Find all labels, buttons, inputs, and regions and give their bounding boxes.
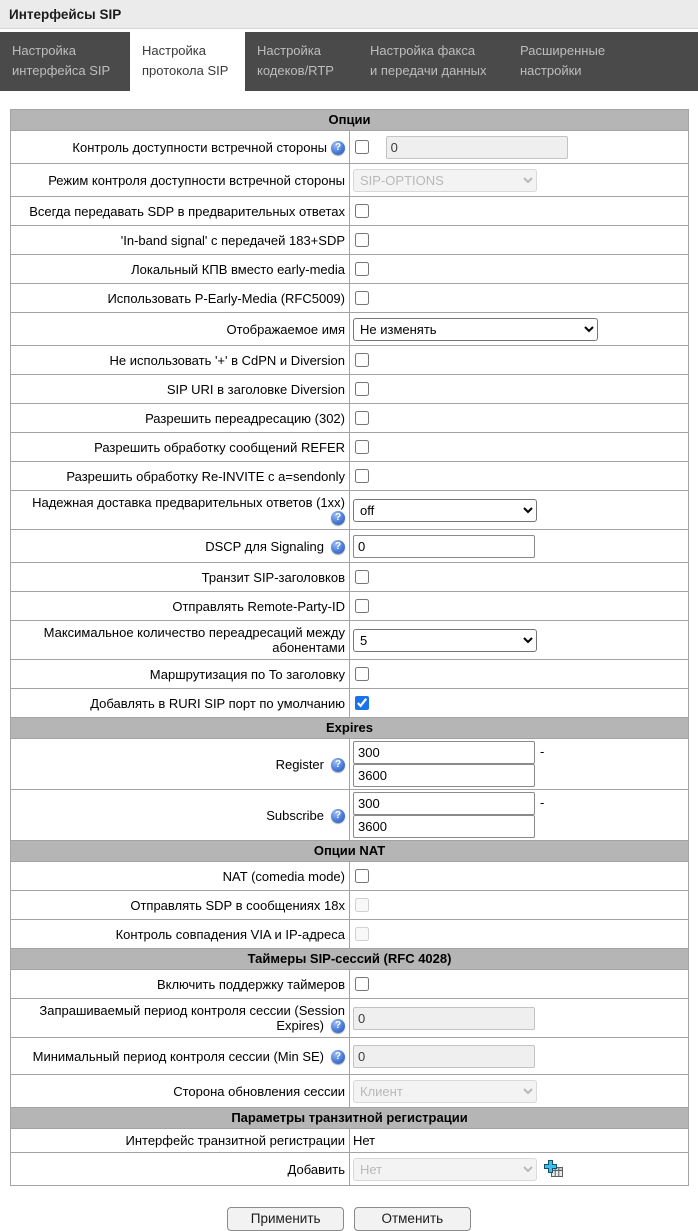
table-row [11,891,689,920]
table-row [11,346,689,375]
table-row [11,862,689,891]
help-icon[interactable]: ? [331,1050,345,1064]
allow-refer-checkbox[interactable] [355,440,369,454]
availability-control-mode-select[interactable] [353,169,537,192]
cancel-button[interactable]: Отменить [354,1207,471,1231]
row-label: Интерфейс транзитной регистрации [11,1129,350,1153]
help-icon[interactable]: ? [331,1019,345,1033]
table-row [11,530,689,563]
page-title: Интерфейсы SIP [0,0,698,29]
row-label: NAT (comedia mode) [11,862,350,891]
subscribe-expires-min-input[interactable] [353,792,535,815]
display-name-select[interactable] [353,318,598,341]
row-label: Использовать P-Early-Media (RFC5009) [11,284,350,313]
allow-302-redirect-checkbox[interactable] [355,411,369,425]
row-label: Локальный КПВ вместо early-media [11,255,350,284]
no-plus-cdpn-diversion-checkbox[interactable] [355,353,369,367]
section-header-nat: Опции NAT [11,841,689,862]
table-row [11,375,689,404]
table-row [11,313,689,346]
row-label: DSCP для Signaling [205,538,324,554]
register-expires-max-input[interactable] [353,764,535,787]
table-row [11,226,689,255]
help-icon[interactable]: ? [331,809,345,823]
action-buttons [0,1207,698,1231]
table-row [11,563,689,592]
section-header-timers: Таймеры SIP-сессий (RFC 4028) [11,949,689,970]
table-row [11,1129,689,1153]
row-label: Не использовать '+' в CdPN и Diversion [11,346,350,375]
row-label: Разрешить обработку сообщений REFER [11,433,350,462]
add-interface-icon[interactable] [544,1160,564,1178]
via-ip-match-checkbox [355,927,369,941]
table-row [11,999,689,1038]
table-row [11,790,689,841]
enable-session-timers-checkbox[interactable] [355,977,369,991]
max-redirects-select[interactable] [353,629,537,652]
dscp-signaling-input[interactable] [353,535,535,558]
section-header-expires: Expires [11,718,689,739]
allow-reinvite-sendonly-checkbox[interactable] [355,469,369,483]
row-label: Добавить [11,1153,350,1186]
remote-party-id-checkbox[interactable] [355,599,369,613]
tab-label-line1: Расширенные [520,43,606,58]
local-ringback-checkbox[interactable] [355,262,369,276]
tab-label-line1: Настройка [12,43,76,58]
row-label: Режим контроля доступности встречной стороны [11,164,350,197]
help-icon[interactable]: ? [331,511,345,525]
table-row [11,131,689,164]
row-label: Добавлять в RURI SIP порт по умолчанию [11,689,350,718]
tab-label-line1: Настройка факса [370,43,476,58]
tab-label-line2: протокола SIP [142,63,229,78]
table-row [11,1153,689,1186]
help-icon[interactable]: ? [331,540,345,554]
row-label: Разрешить обработку Re-INVITE с a=sendonly [11,462,350,491]
row-label: Минимальный период контроля сессии (Min SE) [32,1048,324,1064]
table-row [11,592,689,621]
row-label: Всегда передавать SDP в предварительных ответах [11,197,350,226]
availability-control-checkbox[interactable] [355,140,369,154]
add-default-sip-port-ruri-checkbox[interactable] [355,696,369,710]
session-expires-input [353,1007,535,1030]
row-label: Запрашиваемый период контроля сессии (Session Expires) [39,1003,345,1033]
always-sdp-in-provisional-checkbox[interactable] [355,204,369,218]
sip-uri-diversion-checkbox[interactable] [355,382,369,396]
table-row [11,970,689,999]
row-label: Отображаемое имя [11,313,350,346]
table-row [11,491,689,530]
row-label: Сторона обновления сессии [11,1075,350,1108]
tab-label-line1: Настройка [142,43,206,58]
min-se-input [353,1045,535,1068]
tab-label-line2: и передачи данных [370,63,487,78]
tab-advanced-settings[interactable] [508,32,698,91]
tab-bar [0,32,698,91]
session-refresher-select [353,1080,537,1103]
tab-label-line1: Настройка [257,43,321,58]
row-label: Максимальное количество переадресаций между абонентами [11,621,350,660]
register-expires-min-input[interactable] [353,741,535,764]
availability-control-input[interactable] [386,136,568,159]
help-icon[interactable]: ? [331,758,345,772]
route-by-to-header-checkbox[interactable] [355,667,369,681]
section-header-options: Опции [11,110,689,131]
row-label: Разрешить переадресацию (302) [11,404,350,433]
table-row [11,462,689,491]
table-row [11,739,689,790]
tab-codecs-rtp-settings[interactable] [245,32,358,91]
table-row [11,1038,689,1075]
table-row [11,255,689,284]
inband-signal-183-sdp-checkbox[interactable] [355,233,369,247]
sdp-in-18x-checkbox [355,898,369,912]
tab-sip-interface-settings[interactable] [0,32,130,91]
table-row [11,164,689,197]
tab-label-line2: интерфейса SIP [12,63,111,78]
subscribe-expires-max-input[interactable] [353,815,535,838]
tab-label-line2: кодеков/RTP [257,63,334,78]
table-row [11,689,689,718]
tab-fax-data-settings[interactable] [358,32,508,91]
table-row [11,1075,689,1108]
transit-registration-interface-value: Нет [350,1129,689,1153]
range-separator: - [540,794,545,810]
table-row [11,284,689,313]
tab-sip-protocol-settings[interactable] [130,32,245,91]
row-label: Контроль доступности встречной стороны [72,139,327,155]
table-row [11,920,689,949]
help-icon[interactable]: ? [331,141,345,155]
row-label: SIP URI в заголовке Diversion [11,375,350,404]
sip-protocol-settings-table [10,109,689,1186]
row-label: Маршрутизация по To заголовку [11,660,350,689]
table-row [11,660,689,689]
row-label: Отправлять SDP в сообщениях 18x [11,891,350,920]
table-row [11,433,689,462]
table-row [11,404,689,433]
row-label: Subscribe [266,807,324,823]
reliable-provisional-select[interactable] [353,499,537,522]
sip-header-transit-checkbox[interactable] [355,570,369,584]
row-label: Отправлять Remote-Party-ID [11,592,350,621]
p-early-media-checkbox[interactable] [355,291,369,305]
section-header-transit-registration: Параметры транзитной регистрации [11,1108,689,1129]
row-label: Включить поддержку таймеров [11,970,350,999]
apply-button[interactable]: Применить [227,1207,344,1231]
row-label: Транзит SIP-заголовков [11,563,350,592]
table-row [11,621,689,660]
range-separator: - [540,743,545,759]
nat-comedia-checkbox[interactable] [355,869,369,883]
add-transit-interface-select [353,1158,537,1181]
row-label: Register [275,756,324,772]
row-label: 'In-band signal' с передачей 183+SDP [11,226,350,255]
tab-label-line2: настройки [520,63,582,78]
table-row [11,197,689,226]
row-label: Контроль совпадения VIA и IP-адреса [11,920,350,949]
row-label: Надежная доставка предварительных ответов (1xx) [32,495,345,510]
